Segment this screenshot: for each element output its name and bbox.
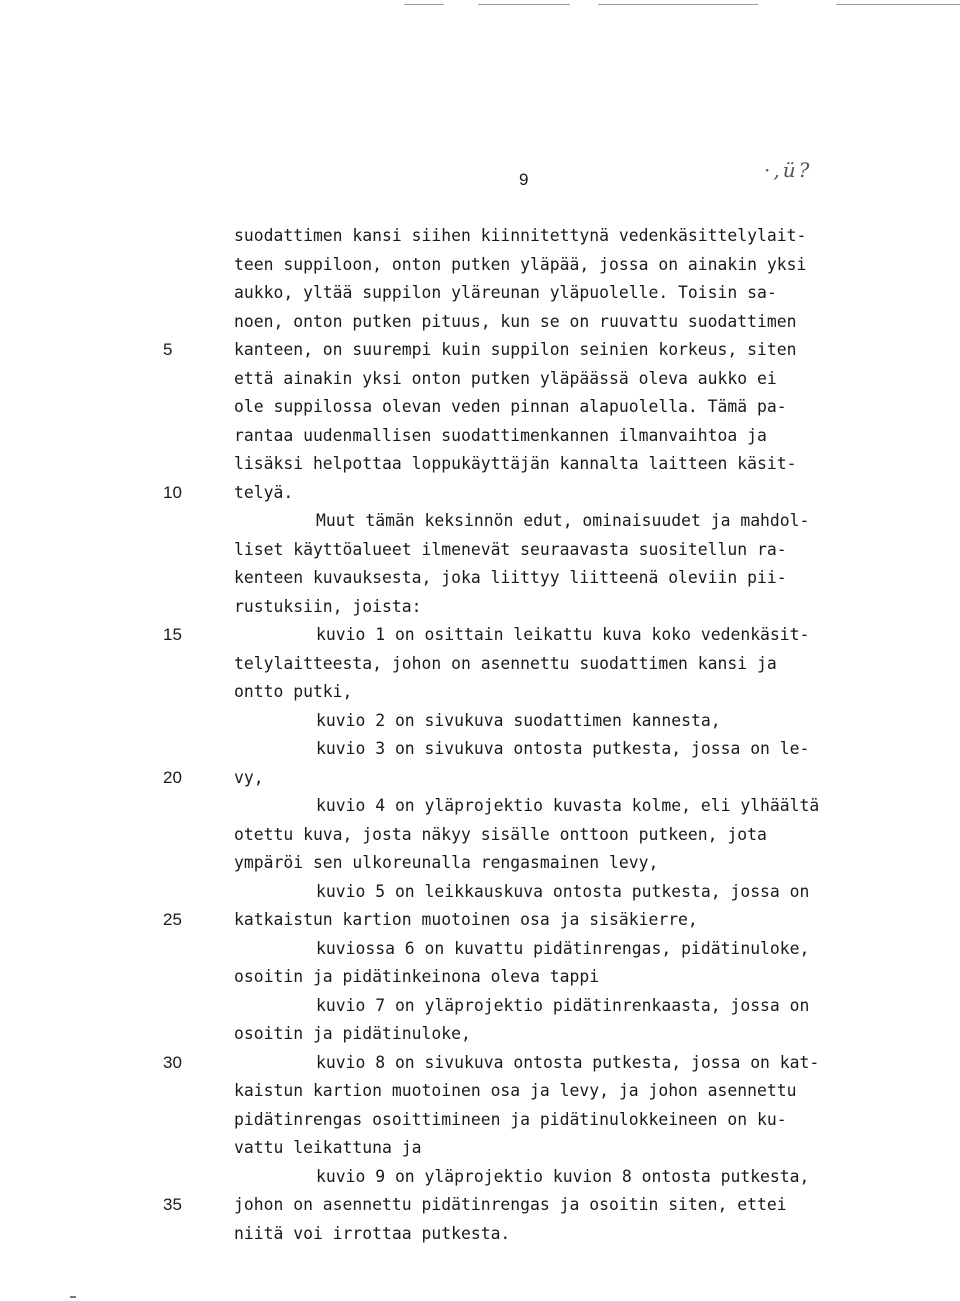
top-rule-1 <box>404 4 444 5</box>
text-line: Muut tämän keksinnön edut, ominaisuudet ja mahdol- <box>316 511 810 530</box>
text-line: osoitin ja pidätinuloke, <box>234 1024 471 1043</box>
text-line: telyä. <box>234 482 294 502</box>
margin-line-numbers <box>0 0 230 1301</box>
text-line: osoitin ja pidätinkeinona oleva tappi <box>234 967 600 986</box>
text-line: kuvio 5 on leikkauskuva ontosta putkesta, jossa on <box>316 881 810 901</box>
text-line: kaistun kartion muotoinen osa ja levy, ja johon asennettu <box>234 1081 797 1100</box>
text-line: suodattimen kansi siihen kiinnitettynä vedenkäsittelylait- <box>234 226 807 245</box>
text-line: kuvio 3 on sivukuva ontosta putkesta, jossa on le- <box>316 739 810 758</box>
text-line: telylaitteesta, johon on asennettu suodattimen kansi ja <box>234 653 777 673</box>
text-line: vattu leikattuna ja <box>234 1138 422 1157</box>
text-line: kuvio 9 on yläprojektio kuvion 8 ontosta putkesta, <box>316 1166 810 1186</box>
top-rule-2 <box>478 4 570 5</box>
handwritten-mark: ·,ü? <box>764 158 813 182</box>
text-line: kenteen kuvauksesta, joka liittyy liitteenä oleviin pii- <box>234 568 787 587</box>
text-line: kuvio 8 on sivukuva ontosta putkesta, jossa on kat- <box>316 1052 820 1072</box>
margin-number-35: 35 <box>163 1195 182 1214</box>
text-line: katkaistun kartion muotoinen osa ja sisäkierre, <box>234 910 698 929</box>
text-line: että ainakin yksi onton putken yläpäässä oleva aukko ei <box>234 368 777 388</box>
page-number: 9 <box>519 170 529 189</box>
top-rule-4 <box>836 4 960 5</box>
text-line: vy, <box>234 767 264 787</box>
text-line: lisäksi helpottaa loppukäyttäjän kannalta laitteen käsit- <box>234 454 797 473</box>
top-rule-3 <box>598 4 758 5</box>
text-line: kanteen, on suurempi kuin suppilon seinien korkeus, siten <box>234 340 797 359</box>
text-line: teen suppiloon, onton putken yläpää, jossa on ainakin yksi <box>234 254 807 274</box>
text-line: kuvio 2 on sivukuva suodattimen kannesta, <box>316 710 721 730</box>
text-line: kuvio 7 on yläprojektio pidätinrenkaasta, jossa on <box>316 995 810 1015</box>
text-line: niitä voi irrottaa putkesta. <box>234 1223 511 1243</box>
document-body <box>234 222 896 1248</box>
text-line: kuviossa 6 on kuvattu pidätinrengas, pidätinuloke, <box>316 938 810 958</box>
text-line: ontto putki, <box>234 682 353 701</box>
margin-number-15: 15 <box>163 625 182 644</box>
text-line: aukko, yltää suppilon yläreunan yläpuolelle. Toisin sa- <box>234 283 777 302</box>
text-line: liset käyttöalueet ilmenevät seuraavasta suositellun ra- <box>234 539 787 559</box>
margin-number-10: 10 <box>163 482 182 502</box>
text-line: johon on asennettu pidätinrengas ja osoitin siten, ettei <box>234 1195 787 1214</box>
scan-mark <box>70 1296 76 1298</box>
margin-number-25: 25 <box>163 910 182 929</box>
margin-number-20: 20 <box>163 767 182 787</box>
text-line: pidätinrengas osoittimineen ja pidätinulokkeineen on ku- <box>234 1109 787 1129</box>
text-line: ympäröi sen ulkoreunalla rengasmainen levy, <box>234 853 659 872</box>
text-line: kuvio 1 on osittain leikattu kuva koko vedenkäsit- <box>316 625 810 644</box>
text-line: rantaa uudenmallisen suodattimenkannen ilmanvaihtoa ja <box>234 425 767 445</box>
text-line: kuvio 4 on yläprojektio kuvasta kolme, eli ylhäältä <box>316 796 820 815</box>
text-line: ole suppilossa olevan veden pinnan alapuolella. Tämä pa- <box>234 397 787 416</box>
text-line: rustuksiin, joista: <box>234 596 422 616</box>
text-line: noen, onton putken pituus, kun se on ruuvattu suodattimen <box>234 311 797 331</box>
margin-number-5: 5 <box>163 340 173 359</box>
margin-number-30: 30 <box>163 1052 182 1072</box>
text-line: otettu kuva, josta näkyy sisälle onttoon putkeen, jota <box>234 824 767 844</box>
